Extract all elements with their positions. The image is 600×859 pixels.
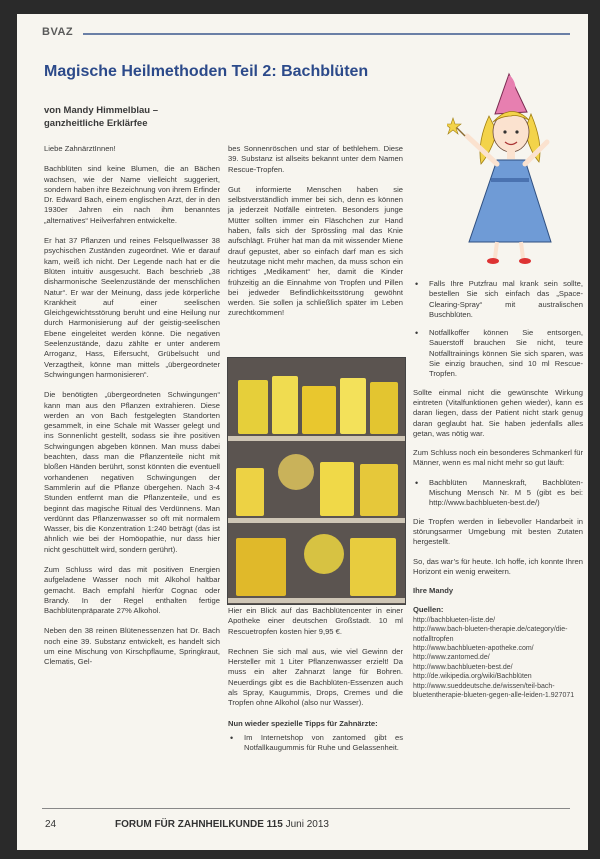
source-link[interactable]: http://bachblueten-liste.de/ xyxy=(413,616,496,624)
bullet-item: • Notfallkoffer können Sie entsorgen, Sauerstoff brauchen Sie nicht, teure Notfalltrainings können Sie sich sparen, was Sie einzig brauchen, sind 10 ml Rescue-Tropfen. xyxy=(413,328,583,379)
bullet-item: • Falls Ihre Putzfrau mal krank sein sollte, bestellen Sie sich einfach das „Space-Clearing-Spray“ mit australischen Buschblüten. xyxy=(413,279,583,320)
shelf-board xyxy=(228,598,405,603)
section-tag: BVAZ xyxy=(42,26,74,38)
text-column-3 xyxy=(413,279,583,700)
product-box xyxy=(272,376,298,434)
paragraph: Rechnen Sie sich mal aus, wie viel Gewinn der Hersteller mit 1 Liter Pflanzenwasser erzielt! Da muss ein alter Zahnarzt lange für Bohren. Neuerdings gibt es die Bachblüten-Essenzen auch als Spray, Kaugummis, Drops, Cremes und die Tropfen ohne Alkohol (also nur Wasser). xyxy=(228,646,403,708)
source-link[interactable]: http://www.zantomed.de/ xyxy=(413,654,490,662)
product-box xyxy=(302,386,336,434)
tips-heading: Nun wieder spezielle Tipps für Zahnärzte: xyxy=(228,718,378,728)
bullet-item: • Bachblüten Manneskraft, Bachblüten-Mischung Mensch Nr. M 5 (gibt es bei: http://www.bachblueten-best.de/) xyxy=(413,478,583,509)
header-rule xyxy=(83,33,570,35)
paragraph: Er hat 37 Pflanzen und reines Felsquellwasser 38 psychischen Zuständen zugeordnet. Wie er darauf kam, weiß ich nicht. Der Legende nach hat er die Blüten intuitiv ausgesucht. Bach beschrieb „38 disharmonische Seelenzustände der menschlichen Natur“. Er war der Meinung, dass jede körperliche Krankheit auf einer seelischen Gleichgewichtsstörung beruht und eine Heilung nur durch Harmonisierung auf der geistig-seelischen Ebene eingeleitet werden könne. Die negativen Seelenzustände, dazu zählte er unter anderem Arroganz, Hass, Eifersucht, Grübelsucht und Verzagtheit, könne man mittels „übergeordneter Schwingungen harmonisieren“. xyxy=(44,236,220,379)
author-byline xyxy=(44,104,158,130)
text-column-2 xyxy=(228,144,403,329)
shelf-board xyxy=(228,436,405,441)
author-line-2: ganzheitliche Erklärfee xyxy=(44,118,148,129)
signature: Ihre Mandy xyxy=(413,586,454,596)
paragraph: Gut informierte Menschen haben sie selbstverständlich immer bei sich, denn es können ja jederzeit Notfälle eintreten. Besonders junge Mütter sollten immer ein Fläschchen zur Hand haben, falls sich der Sprössling mal das Knie aufschlägt. Früher hat man da mit wissender Miene drauf gepustet, aber so einfach darf man es sich heutzutage nicht mehr machen, da muss schon ein richtiges „Medikament“ her, damit die Kinder frühzeitig an die Einnahme von Tropfen und Pillen bei jedweder Befindlichkeitsstörung gewöhnt werden. Sie sollen ja schließlich später im Leben zurechtkommen! xyxy=(228,184,403,318)
product-box xyxy=(238,380,268,434)
paragraph: bes Sonnenröschen und star of bethlehem. Diese 39. Substanz ist allseits bekannt unter dem Namen Rescue-Tropfen. xyxy=(228,144,403,174)
paragraph: Neben den 38 reinen Blütenessenzen hat Dr. Bach noch eine 39. Substanz entwickelt, es handelt sich um eine Mischung von Kirschpflaume, Springkraut, Clematis, Gel- xyxy=(44,626,220,667)
paragraph: Sollte einmal nicht die gewünschte Wirkung eintreten (Vitalfunktionen gehen wieder), kann es daran liegen, dass der Patient nicht stark genug daran geglaubt hat. Sie haben jedenfalls alles getan, was nötig war. xyxy=(413,387,583,438)
photo-caption: Hier ein Blick auf das Bachblütencenter in einer Apotheke einer deutschen Großstadt. 10 ml Rescuetropfen kosten hier 9,95 €. xyxy=(228,606,403,636)
paragraph: Zum Schluss noch ein besonderes Schmankerl für Männer, wenn es mal nicht mehr so gut läuft: xyxy=(413,448,583,468)
pharmacy-shelf-photo xyxy=(227,357,406,605)
text-column-2-lower xyxy=(228,606,403,762)
product-box xyxy=(236,468,264,516)
product-tin xyxy=(304,534,344,574)
author-line-1: von Mandy Himmelblau – xyxy=(44,105,159,116)
product-box xyxy=(236,538,286,596)
product-box xyxy=(320,462,354,516)
text-column-1 xyxy=(44,144,220,678)
article-title: Magische Heilmethoden Teil 2: Bachblüten xyxy=(44,63,369,80)
journal-name xyxy=(115,819,329,830)
sources-heading: Quellen: xyxy=(413,605,444,615)
source-link[interactable]: http://www.bach-blueten-therapie.de/category/die-notfalltropfen xyxy=(413,626,568,643)
product-box xyxy=(360,464,398,516)
page-number: 24 xyxy=(45,819,57,830)
paragraph: Zum Schluss wird das mit positiven Energien aufgeladene Wasser noch mit Alkohol haltbar gemacht. Bach empfahl hierfür Cognac oder Brandy. In der Regel enthalten fertige Bachblütenpräparate 27% Alkohol. xyxy=(44,564,220,616)
source-link[interactable]: http://www.bachblueten-best.de/ xyxy=(413,663,513,671)
footer-rule xyxy=(42,808,570,809)
source-link[interactable]: http://de.wikipedia.org/wiki/Bachblüten xyxy=(413,673,532,681)
paragraph: Die Tropfen werden in liebevoller Handarbeit in störungsarmer Umgebung mit besten Zutaten hergestellt. xyxy=(413,516,583,547)
product-box xyxy=(350,538,396,596)
issue-date: Juni 2013 xyxy=(285,819,329,830)
bullet-item: • Im Internetshop von zantomed gibt es Notfallkaugummis für Ruhe und Gelassenheit. xyxy=(228,733,403,754)
paragraph: Die benötigten „übergeordneten Schwingungen“ kann man aus den Pflanzen extrahieren. Diese werden an von Bach festgelegten Standorten gesammelt, in eine Schale mit Wasser gelegt und ins Sonnenlicht gestellt, sodass sie ihre positiven Schwingungen abgeben können. Man muss dabei beachten, dass man die Pflanzenteile nicht mit bloßen Händen berührt, sonst könnten die eventuell vorhandenen negativen Schwingungen der Sammlerin auf die Pflanze übergehen. Nach 3-4 Stunden entfernt man die Pflanzenteile, und es beginnt das magische Ritual des Verdünnens. Man verdünnt das Pflanzenwasser so oft mit normalem Wasser, bis die Konzentration 1:240 beträgt (das ist ähnlich wie bei der Homöopathie, nur dass hier nicht geschüttelt wird, sondern gerührt). xyxy=(44,390,220,554)
paragraph: Bachblüten sind keine Blumen, die an Bächen wachsen, wie der Name vielleicht suggeriert, sondern haben ihre Bezeichnung von ihrem Erfinder Dr. Edward Bach, einem englischen Arzt, der in den 1930er Jahren ein nach ihm benanntes „alternatives“ Heilverfahren entwickelte. xyxy=(44,164,220,225)
magazine-page xyxy=(17,14,588,850)
shelf-board xyxy=(228,518,405,523)
fairy-illustration xyxy=(447,72,565,268)
product-box xyxy=(340,378,366,434)
paragraph: So, das war’s für heute. Ich hoffe, ich konnte Ihren Horizont ein wenig erweitern. xyxy=(413,556,583,576)
journal-title: FORUM FÜR ZAHNHEILKUNDE 115 xyxy=(115,819,283,830)
sources-list xyxy=(413,616,583,701)
source-link[interactable]: http://www.sueddeutsche.de/wissen/teil-bach-bluetentherapie-blueten-gegen-alle-leiden-1.927071 xyxy=(413,682,575,699)
source-link[interactable]: http://www.bachblueten-apotheke.com/ xyxy=(413,644,534,652)
salutation: Liebe ZahnärztInnen! xyxy=(44,144,116,153)
product-tin xyxy=(278,454,314,490)
product-box xyxy=(370,382,398,434)
